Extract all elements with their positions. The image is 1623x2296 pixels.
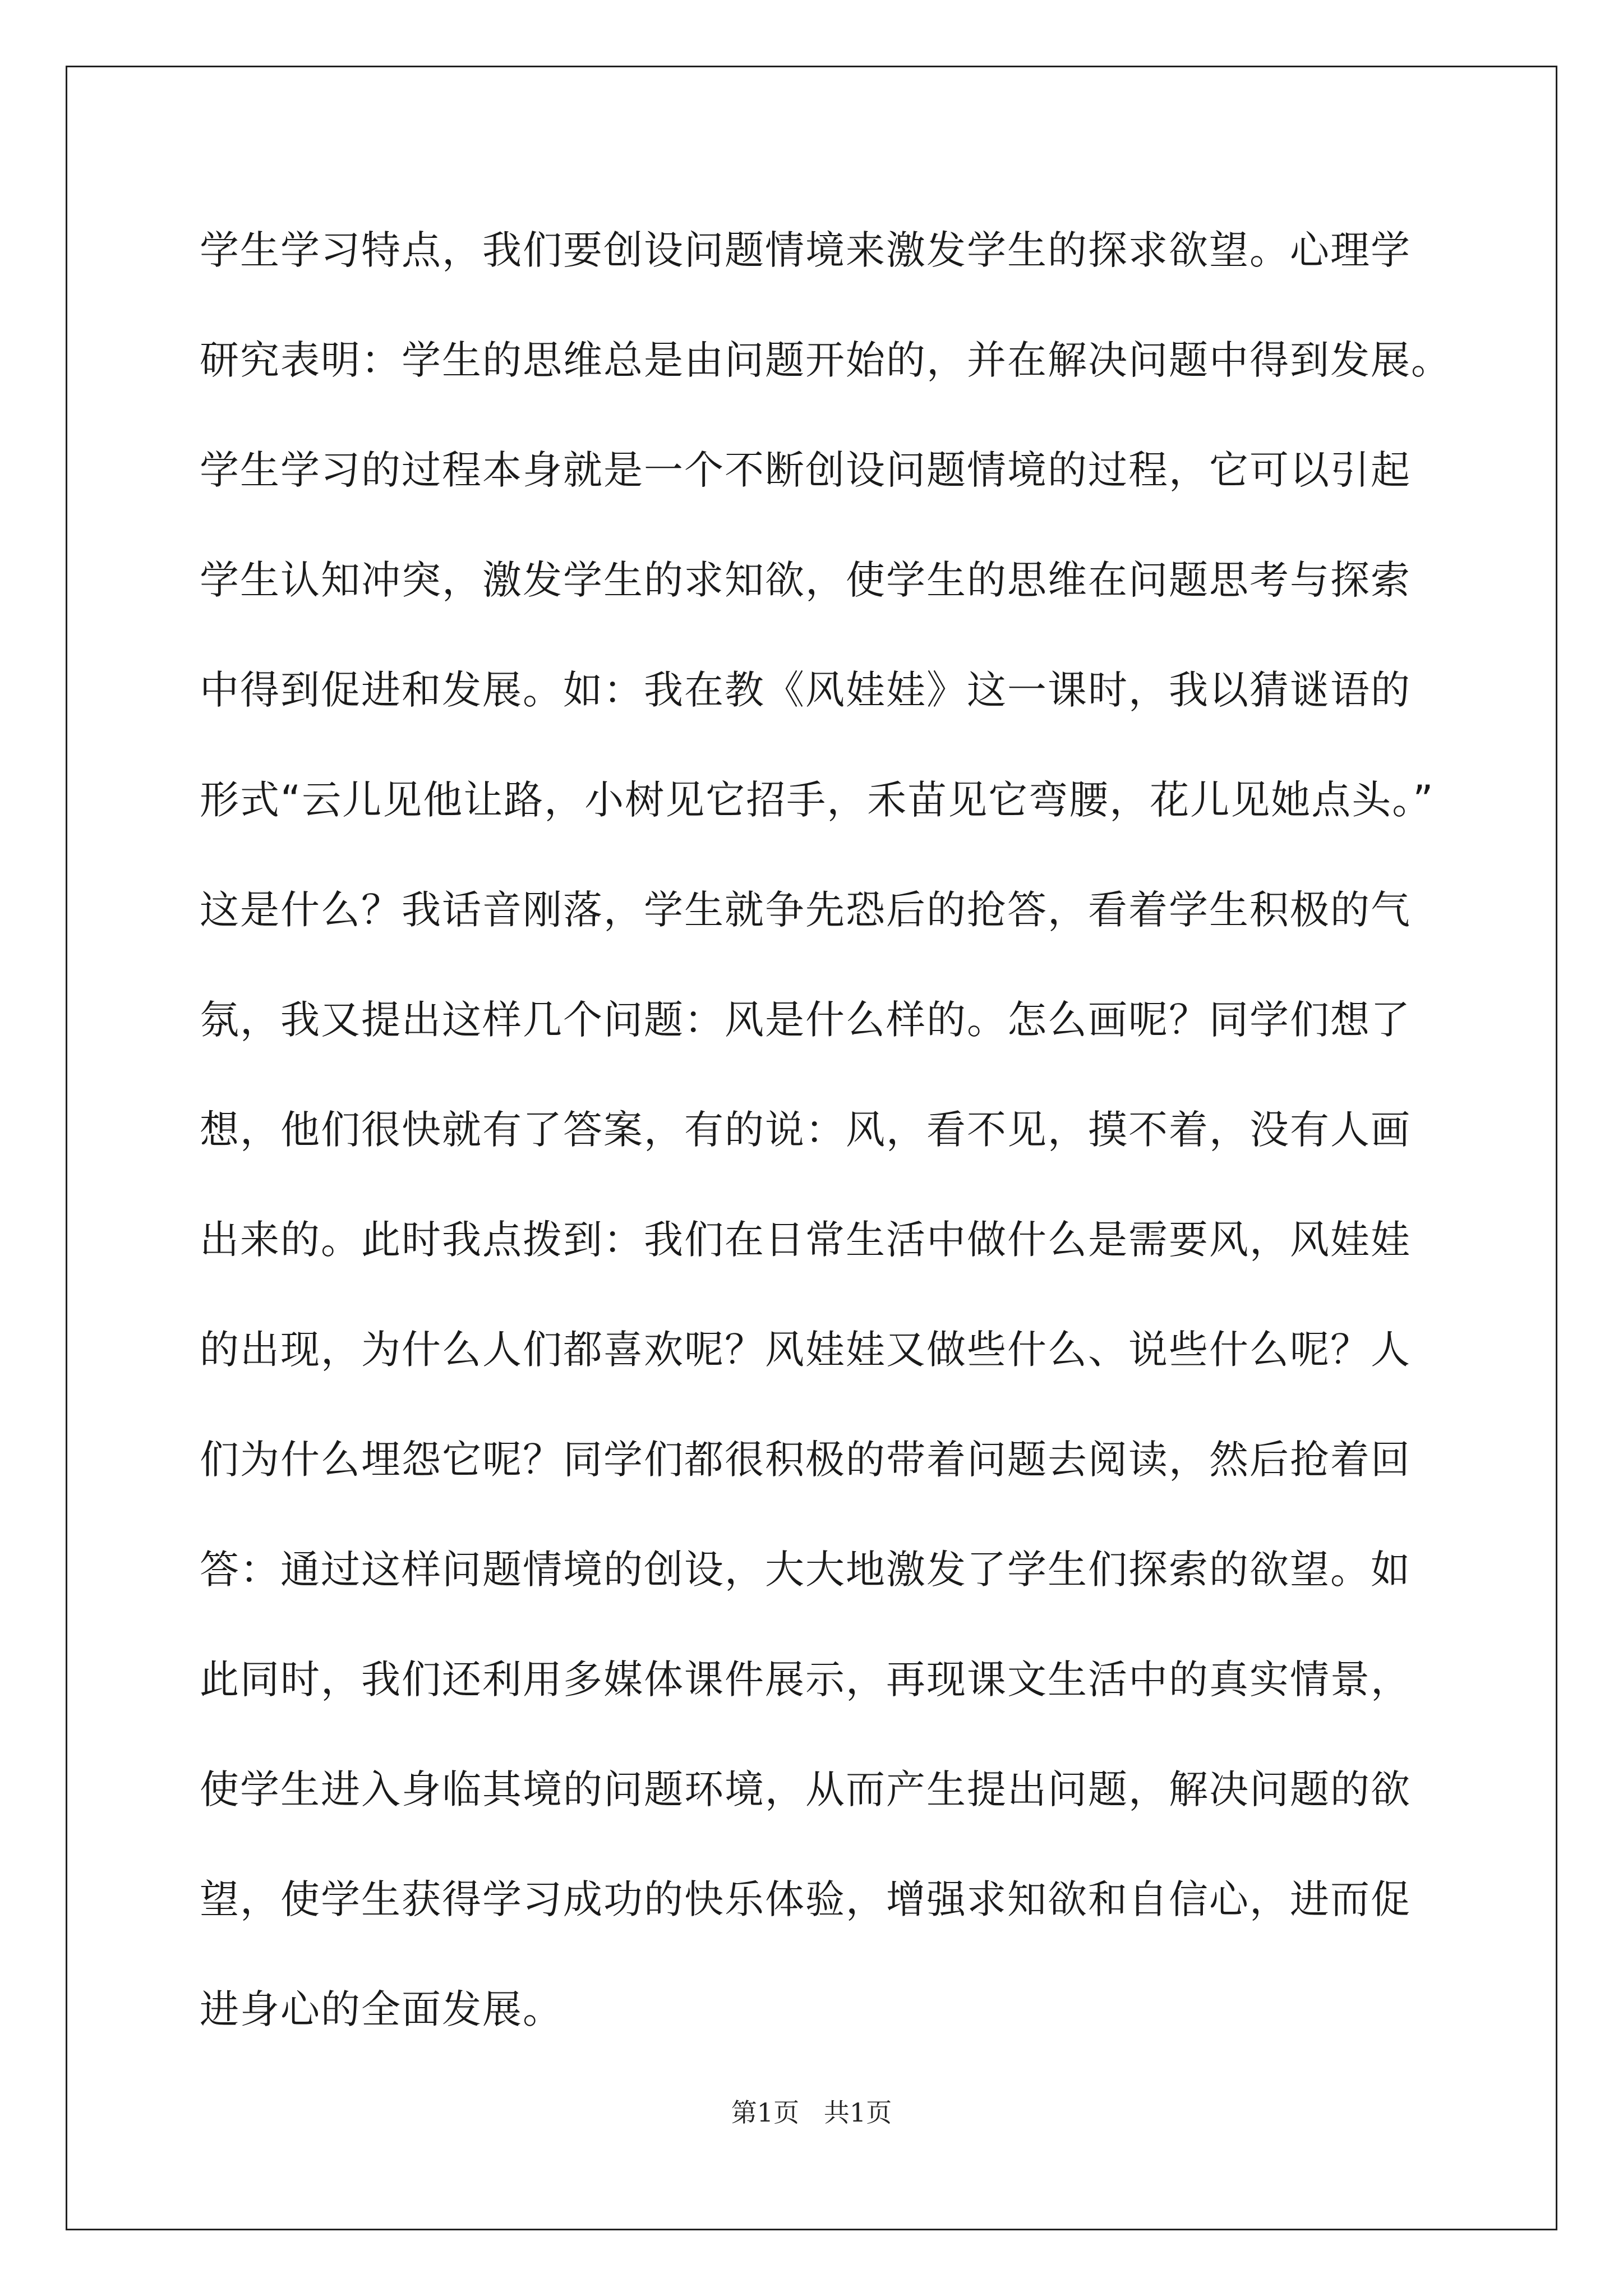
text-line: 学生学习特点，我们要创设问题情境来激发学生的探求欲望。心理学 (200, 227, 1411, 273)
text-line: 研究表明：学生的思维总是由问题开始的，并在解决问题中得到发展。 (200, 337, 1451, 383)
text-line: 这是什么？我话音刚落，学生就争先恐后的抢答，看着学生积极的气 (200, 887, 1411, 933)
text-line: 的出现，为什么人们都喜欢呢？风娃娃又做些什么、说些什么呢？人 (200, 1327, 1411, 1373)
text-line: 进身心的全面发展。 (200, 1986, 563, 2032)
body-text (200, 218, 1456, 2087)
text-line: 想，他们很快就有了答案，有的说：风，看不见，摸不着，没有人画 (200, 1107, 1411, 1153)
text-line: 中得到促进和发展。如：我在教《风娃娃》这一课时，我以猜谜语的 (200, 667, 1411, 713)
text-line: 学生认知冲突，激发学生的求知欲，使学生的思维在问题思考与探索 (200, 557, 1411, 603)
text-line: 此同时，我们还利用多媒体课件展示，再现课文生活中的真实情景， (200, 1657, 1411, 1703)
text-line: 形式“云儿见他让路，小树见它招手，禾苗见它弯腰，花儿见她点头。” (200, 777, 1435, 823)
text-line: 答：通过这样问题情境的创设，大大地激发了学生们探索的欲望。如 (200, 1547, 1411, 1593)
text-line: 学生学习的过程本身就是一个不断创设问题情境的过程，它可以引起 (200, 447, 1411, 493)
text-line: 使学生进入身临其境的问题环境，从而产生提出问题，解决问题的欲 (200, 1766, 1411, 1812)
text-line: 氛，我又提出这样几个问题：风是什么样的。怎么画呢？同学们想了 (200, 997, 1411, 1043)
page-number-footer: 第1页 共1页 (731, 2097, 892, 2128)
text-line: 们为什么埋怨它呢？同学们都很积极的带着问题去阅读，然后抢着回 (200, 1437, 1411, 1483)
text-line: 出来的。此时我点拨到：我们在日常生活中做什么是需要风，风娃娃 (200, 1217, 1411, 1263)
text-line: 望，使学生获得学习成功的快乐体验，增强求知欲和自信心，进而促 (200, 1876, 1411, 1922)
